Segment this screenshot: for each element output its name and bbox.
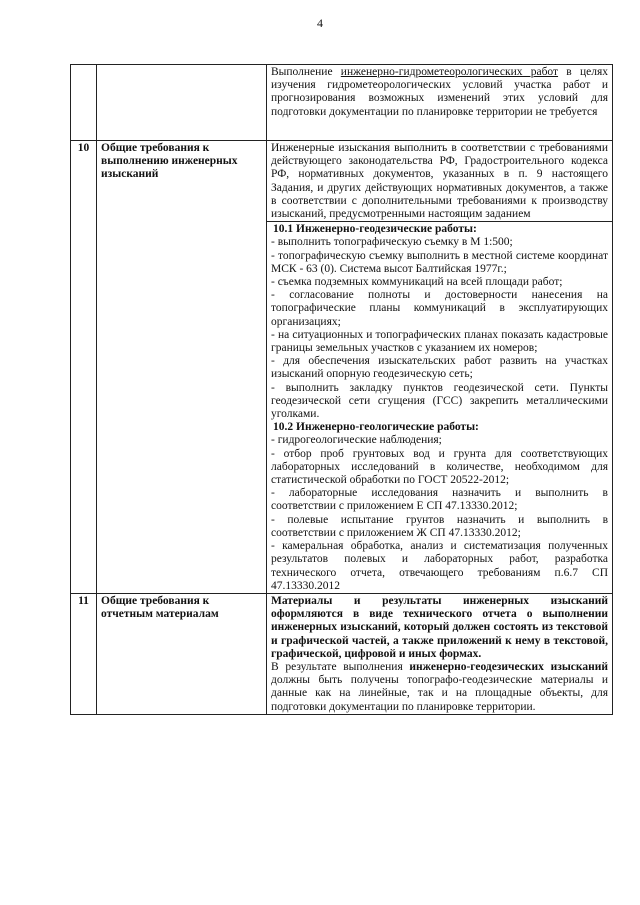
table-row-11 [71, 593, 613, 714]
geology-item: - полевые испытание грунтов назначить и выполнить в соответствии с приложением Ж СП 47.13330.2012; [271, 513, 608, 539]
geology-item: - лабораторные исследования назначить и выполнить в соответствии с приложением Е СП 47.13330.2012; [271, 487, 608, 513]
geodesy-item: - согласование полноты и достоверности нанесения на топографические планы коммуникаций в эксплуатирующих организациях; [271, 289, 608, 328]
cell-num-empty [71, 65, 97, 141]
requirements-table [70, 64, 613, 715]
row11-text-cell [267, 593, 613, 714]
row10-intro: Инженерные изыскания выполнить в соответствии с требованиями действующего законодательства РФ, Градостроительного кодекса РФ, нормативных документов, указанных в п. 9 настоящего Задания, и других действующих нормативных документов, а также в соответствии с дополнительными требованиями к производству изысканий, предусмотренными настоящим заданием [271, 142, 608, 221]
row10-details-cell [267, 222, 613, 594]
row11-paragraph-2 [271, 661, 608, 714]
cell-hydromet-text [267, 65, 613, 141]
geology-item: - гидрогеологические наблюдения; [271, 434, 442, 447]
geology-item: - камеральная обработка, анализ и систематизация полученных результатов полевых и лабораторных работ, разработка технического отчета, отвечающего требованиям п.6.7 СП 47.13330.2012 [271, 540, 608, 592]
hydromet-text-before: Выполнение [271, 66, 341, 78]
table-row-10-intro [71, 141, 613, 222]
row11-p2-before: В результате выполнения [271, 660, 410, 673]
row10-intro-cell [267, 141, 613, 222]
row11-number: 11 [71, 593, 97, 714]
geodesy-item: - выполнить топографическую съемку в М 1:500; [271, 236, 513, 249]
cell-label-empty [97, 65, 267, 141]
geodesy-item: - на ситуационных и топографических планах показать кадастровые границы земельных участков с указанием их номеров; [271, 328, 608, 355]
row11-bold-paragraph: Материалы и результаты инженерных изысканий оформляются в виде технического отчета о выполнении инженерных изысканий, который должен состоять из текстовой и графической частей, а также приложений к нему в текстовой, графической, цифровой и иных формах. [271, 594, 608, 660]
row10-number: 10 [71, 141, 97, 594]
row11-p2-after: должны быть получены топографо-геодезические материалы и данные как на линейные, так и на площадные объекты, для подготовки документации по планировке территории. [271, 674, 608, 713]
geodesy-item: - для обеспечения изыскательских работ развить на участках изысканий опорную геодезическую сеть; [271, 355, 608, 381]
row11-label: Общие требования к отчетным материалам [97, 593, 267, 714]
row10-label: Общие требования к выполнению инженерных изысканий [97, 141, 267, 594]
geology-item: - отбор проб грунтовых вод и грунта для соответствующих лабораторных исследований в количестве, необходимом для статистической обработки по ГОСТ 20522-2012; [271, 447, 608, 487]
geodesy-item: - топографическую съемку выполнить в местной системе координат МСК - 63 (0). Система высот Балтийская 1977г.; [271, 249, 608, 275]
hydromet-underlined: инженерно-гидрометеорологических работ [340, 66, 559, 78]
geodesy-title: 10.1 Инженерно-геодезические работы: [273, 223, 477, 236]
page-number: 4 [317, 16, 323, 30]
geodesy-item: - съемка подземных коммуникаций на всей площади работ; [271, 276, 563, 289]
geology-title: 10.2 Инженерно-геологические работы: [273, 421, 479, 434]
geodesy-item: - выполнить закладку пунктов геодезической сети. Пункты геодезической сети сгущения (ГСС) закрепить металлическими уголками. [271, 381, 608, 421]
hydromet-text-after: в целях изучения гидрометеорологических условий участка работ и прогнозирования возможных изменений этих условий для подготовки документации по планировке территории не требуется [271, 66, 608, 118]
table-row-previous [71, 65, 613, 141]
row11-p2-bold: инженерно-геодезических изысканий [409, 660, 608, 673]
